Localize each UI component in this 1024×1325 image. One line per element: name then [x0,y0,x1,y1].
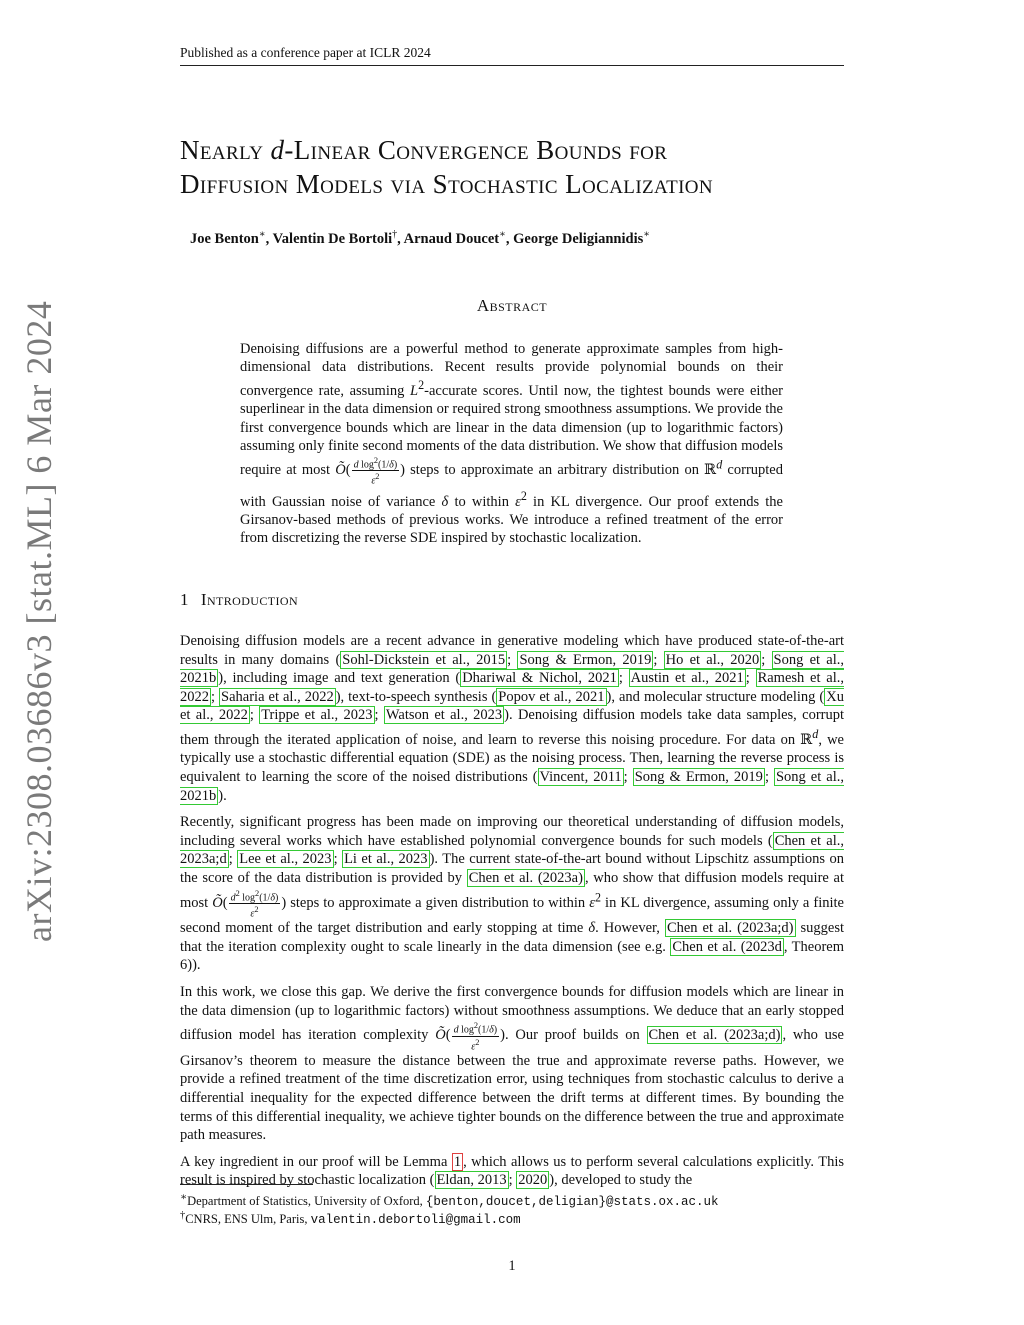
citation-link[interactable]: Dhariwal & Nichol, 2021 [462,670,617,687]
footnote-1: ∗Department of Statistics, University of Oxford, {benton,doucet,deligian}@stats.ox.ac.uk [180,1192,719,1210]
paragraph: Recently, significant progress has been made on improving our theoretical understanding of diffusion models, including several works which have established polynomial convergence bounds for such models ( Chen et al., 2023a;d ; Lee et al., 2023 ; Li et al., 2023 ). The current state-of-the-art bound without Lipschitz assumptions on the score of the data distribution is provided by Chen et al. (2023a) , who show that diffusion models require at most Õ( $\frac{d^2 \log^2(1/\delta)}{\varepsilon^2}$ ) steps to approximate a given distribution to within $\varepsilon^2$ in KL divergence, assuming only a finite second moment of the target distribution and early stopping at time δ. However, Chen et al. (2023a;d) suggest that the iteration complexity ought to scale linearly in the data dimension (see e.g. Chen et al. (2023d , Theorem 6)). [180,814,845,974]
citation-link[interactable]: Chen et al. (2023a) [468,869,583,886]
abstract-heading: Abstract [476,296,548,315]
paragraph: Denoising diffusion models are a recent advance in generative modeling which have produced state-of-the-art results in many domains ( Sohl-Dickstein et al., 2015 ; Song & Ermon, 2019 ; Ho et al., 2020 ; Song et al., 2021b ), including image and text generation ( Dhariwal & Nichol, 2021 ; Austin et al., 2021 ; Ramesh et al., 2022 ; Saharia et al., 2022 ), text-to-speech synthesis ( Popov et al., 2021 ), and molecular structure modeling ( Xu et al., 2022 ; Trippe et al., 2023 ; Watson et al., 2023 ). Denoising diffusion models take data samples, corrupt them through the iterated application of noise, and learn to reverse this noising procedure. For data on ℝ$^d$, we typically use a stochastic differential equation (SDE) as the noising process. Then, learning the reverse process is equivalent to learning the score of the noised distributions ( Vincent, 2011 ; Song & Ermon, 2019 ; Song et al., 2021b ). [180,633,845,804]
section-title: Introduction [200,590,299,609]
author-name: George Deligiannidis [513,230,644,247]
introduction-body [180,632,844,1198]
section-number: 1 [180,590,189,609]
citation-link[interactable]: Vincent, 2011 [539,768,622,785]
title-line-2: Diffusion Models via Stochastic Localization [180,169,714,199]
citation-link[interactable]: Sohl-Dickstein et al., 2015 [342,651,506,668]
citation-link[interactable]: Song et al., 2021b [180,651,845,687]
paragraph: In this work, we close this gap. We derive the first convergence bounds for diffusion models which are linear in the data dimension (up to logarithmic factors) without smoothness assumptions. We deduce that an early stopped diffusion model has iteration complexity Õ( $\frac{d \log^2(1/\delta)}{\varepsilon^2}$ ). Our proof builds on Chen et al. (2023a;d) , who use Girsanov’s theorem to measure the distance between the true and approximate reverse paths. However, we provide a refined treatment of the time discretization error, using techniques from stochastic calculus to derive a differential inequality for the expected difference between the drift terms at different times. By bounding the terms of this differential inequality, we achieve tighter bounds on the difference between the true and approximate path measures. [180,983,844,1144]
citation-link[interactable]: Song & Ermon, 2019 [634,768,763,785]
author-list: Joe Benton∗, Valentin De Bortoli†, Arnaud Doucet∗, George Deligiannidis∗ [190,229,651,247]
citation-link[interactable]: Popov et al., 2021 [498,688,605,705]
fraction: $\frac{d^2 \log^2(1/\delta)}{\varepsilon^2}$ [230,888,279,920]
author-name: Joe Benton [190,230,259,247]
citation-link[interactable]: Li et al., 2023 [344,851,428,868]
citation-link[interactable]: Ho et al., 2020 [665,651,760,668]
citation-link[interactable]: Chen et al., 2023a;d [180,832,844,868]
author-name: Valentin De Bortoli [272,230,393,247]
title-line-1: Nearly d-Linear Convergence Bounds for [180,135,668,165]
citation-link[interactable]: Xu et al., 2022 [180,688,844,724]
citation-link[interactable]: Chen et al. (2023a;d) [666,920,794,937]
author-name: Arnaud Doucet [403,230,500,247]
citation-link[interactable]: Trippe et al., 2023 [261,707,373,724]
arxiv-identifier: arXiv:2308.03686v3 [stat.ML] 6 Mar 2024 [19,300,59,942]
fraction: $\frac{d \log^2(1/\delta)}{\varepsilon^2}$ [453,1021,498,1052]
citation-link[interactable]: Ramesh et al., 2022 [180,670,845,705]
footnote-2: †CNRS, ENS Ulm, Paris, valentin.debortoli@gmail.com [180,1210,521,1228]
page-number: 1 [508,1258,516,1274]
citation-link[interactable]: Song & Ermon, 2019 [519,651,652,668]
citation-link[interactable]: Chen et al. (2023d [672,938,782,955]
abstract-body: Denoising diffusions are a powerful method to generate approximate samples from high-dimensional data distributions. Recent results provide polynomial bounds on their convergence rate, assuming $L^2$-accurate scores. Until now, the tightest bounds were either superlinear in the data dimension or required strong smoothness assumptions. We provide the first convergence bounds which are linear in the data dimension (up to logarithmic factors) assuming only finite second moments of the data distribution. We show that diffusion models require at most Õ( $\frac{d \log^2(1/\delta)}{\varepsilon^2}$ ) steps to approximate an arbitrary distribution on ℝ$^d$ corrupted with Gaussian noise of variance δ to within $\varepsilon^2$ in KL divergence. Our proof extends the Girsanov-based methods of previous works. We introduce a refined treatment of the error from discretizing the reverse SDE inspired by stochastic localization. [240,341,783,546]
lemma-reference-link[interactable]: 1 [453,1153,462,1170]
citation-link[interactable]: Song et al., 2021b [180,768,844,804]
citation-link[interactable]: Chen et al. (2023a;d) [648,1027,781,1044]
citation-link[interactable]: 2020 [518,1172,548,1189]
section-heading [180,590,298,610]
paper-title [180,133,880,201]
fraction: $\frac{d \log^2(1/\delta)}{\varepsilon^2}$ [353,456,398,487]
citation-link[interactable]: Saharia et al., 2022 [221,688,334,705]
footnote-rule [180,1184,313,1185]
citation-link[interactable]: Eldan, 2013 [436,1172,507,1189]
running-head: Published as a conference paper at ICLR 2024 [180,45,844,66]
citation-link[interactable]: Watson et al., 2023 [385,707,503,724]
citation-link[interactable]: Lee et al., 2023 [239,851,332,868]
paragraph: A key ingredient in our proof will be Lemma 1 , which allows us to perform several calculations explicitly. This result is inspired by stochastic localization ( Eldan, 2013 ; 2020 ), developed to study the [180,1153,844,1189]
citation-link[interactable]: Austin et al., 2021 [630,670,744,687]
